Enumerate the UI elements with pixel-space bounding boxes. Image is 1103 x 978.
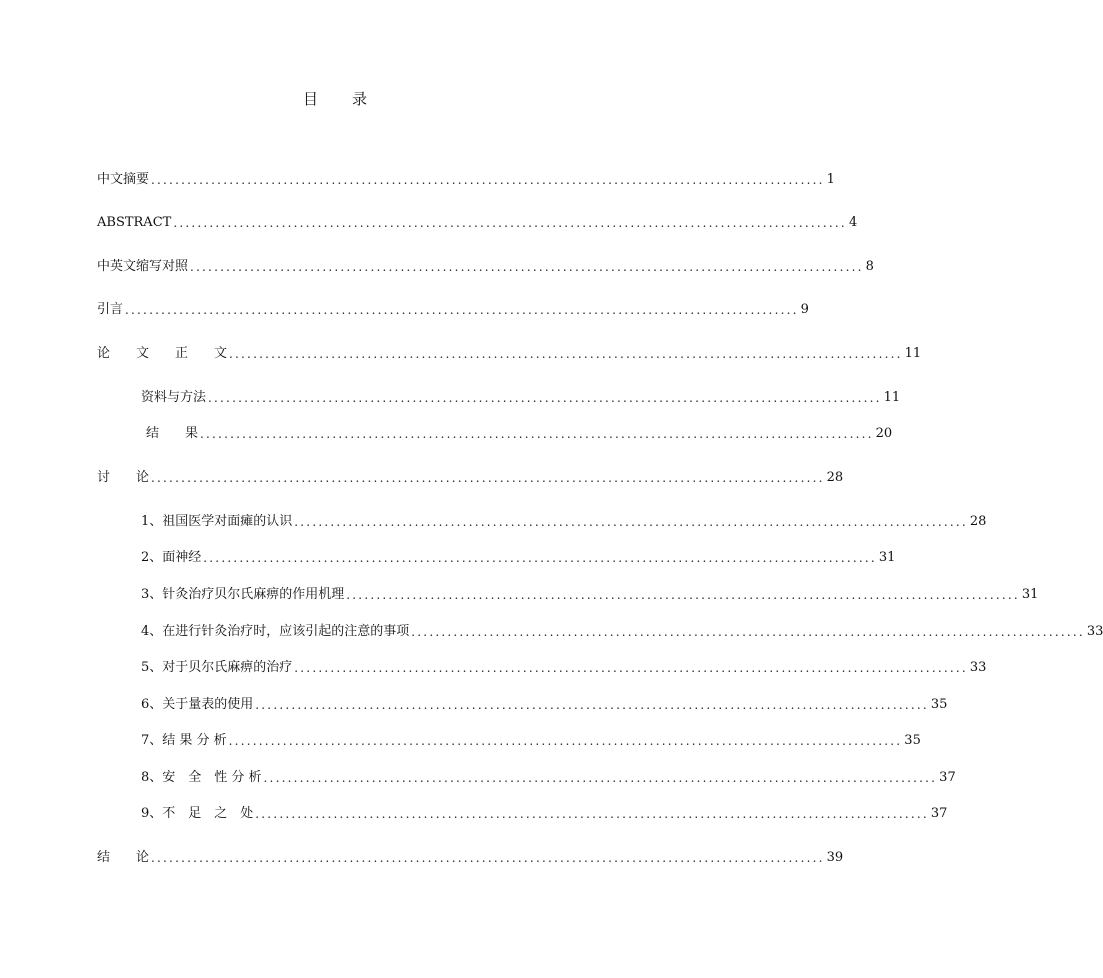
toc-entry-label: 2、面神经: [141, 550, 202, 565]
dot-leader: ................................................................................................................: [125, 303, 799, 317]
dot-leader: ................................................................................................................: [190, 260, 864, 274]
toc-entry-page: 11: [904, 346, 922, 361]
toc-entry-page: 35: [930, 697, 948, 712]
toc-entry-abbreviations[interactable]: [97, 259, 874, 275]
dot-leader: ................................................................................................................: [151, 471, 825, 485]
dot-leader: ................................................................................................................: [229, 347, 903, 361]
toc-entry-discussion-6[interactable]: [141, 697, 948, 713]
dot-leader: ................................................................................................................: [200, 427, 874, 441]
toc-entry-page: 8: [865, 259, 874, 274]
toc-entry-label: 1、祖国医学对面瘫的认识: [141, 514, 293, 529]
toc-entry-page: 1: [826, 172, 835, 187]
dot-leader: ................................................................................................................: [151, 851, 825, 865]
toc-entry-page: 31: [878, 550, 896, 565]
dot-leader: ................................................................................................................: [208, 391, 882, 405]
toc-entry-introduction[interactable]: [97, 302, 809, 318]
toc-title: [0, 88, 670, 109]
toc-entry-abstract-cn[interactable]: [97, 172, 835, 188]
toc-entry-label: 5、对于贝尔氏麻痹的治疗: [141, 660, 293, 675]
dot-leader: ................................................................................................................: [346, 588, 1020, 602]
toc-entry-page: 37: [930, 806, 948, 821]
toc-entry-page: 4: [848, 215, 858, 230]
toc-entry-label: 8、安 全 性 分 析: [141, 770, 262, 785]
dot-leader: ................................................................................................................: [228, 734, 903, 748]
toc-entry-label: 中英文缩写对照: [97, 259, 189, 274]
toc-entry-label: ABSTRACT: [97, 215, 172, 230]
dot-leader: ................................................................................................................: [173, 216, 847, 230]
toc-entry-results[interactable]: [146, 426, 893, 442]
toc-entry-page: 35: [904, 733, 921, 748]
toc-entry-page: 37: [939, 770, 956, 785]
toc-entry-label: 结 果: [146, 426, 199, 441]
toc-entry-label: 7、结 果 分 析: [141, 733, 227, 748]
toc-entry-main-text[interactable]: [97, 346, 922, 362]
dot-leader: ................................................................................................................: [294, 661, 968, 675]
toc-entry-label: 9、不 足 之 处: [141, 806, 254, 821]
toc-entry-discussion-4[interactable]: [141, 624, 1103, 640]
toc-entry-abstract-en[interactable]: [97, 215, 858, 231]
dot-leader: ................................................................................................................: [255, 698, 929, 712]
toc-entry-label: 论 文 正 文: [97, 346, 228, 361]
toc-entry-page: 28: [826, 470, 844, 485]
toc-entry-label: 3、针灸治疗贝尔氏麻痹的作用机理: [141, 587, 345, 602]
toc-entry-discussion-3[interactable]: [141, 587, 1039, 603]
toc-entry-label: 引言: [97, 302, 124, 317]
toc-entry-materials-methods[interactable]: [141, 390, 901, 406]
toc-entry-page: 33: [1086, 624, 1103, 639]
toc-title-char-1: 目: [302, 90, 318, 108]
toc-entry-page: 28: [969, 514, 987, 529]
dot-leader: ................................................................................................................: [255, 807, 929, 821]
toc-entry-page: 20: [875, 426, 893, 441]
toc-entry-discussion-8[interactable]: [141, 770, 956, 786]
toc-entry-discussion-9[interactable]: [141, 806, 948, 822]
toc-entry-page: 9: [800, 302, 809, 317]
dot-leader: ................................................................................................................: [263, 771, 938, 785]
dot-leader: ................................................................................................................: [294, 515, 968, 529]
toc-entry-label: 资料与方法: [141, 390, 207, 405]
toc-entry-discussion-7[interactable]: [141, 733, 921, 749]
toc-entry-conclusion[interactable]: [97, 850, 844, 866]
toc-entry-label: 结 论: [97, 850, 150, 865]
toc-entry-page: 11: [883, 390, 901, 405]
dot-leader: ................................................................................................................: [203, 551, 877, 565]
toc-entry-page: 31: [1021, 587, 1039, 602]
toc-entry-page: 33: [969, 660, 987, 675]
toc-entry-label: 4、在进行针灸治疗时，应该引起的注意的事项: [141, 624, 410, 639]
toc-entry-label: 讨 论: [97, 470, 150, 485]
toc-entry-label: 中文摘要: [97, 172, 150, 187]
toc-entry-page: 39: [826, 850, 844, 865]
toc-entry-discussion-5[interactable]: [141, 660, 987, 676]
toc-entry-discussion-1[interactable]: [141, 514, 987, 530]
dot-leader: ................................................................................................................: [411, 625, 1085, 639]
toc-title-char-2: 录: [352, 90, 368, 108]
toc-entry-discussion[interactable]: [97, 470, 844, 486]
toc-entry-label: 6、关于量表的使用: [141, 697, 254, 712]
dot-leader: ................................................................................................................: [151, 173, 825, 187]
toc-entry-discussion-2[interactable]: [141, 550, 896, 566]
